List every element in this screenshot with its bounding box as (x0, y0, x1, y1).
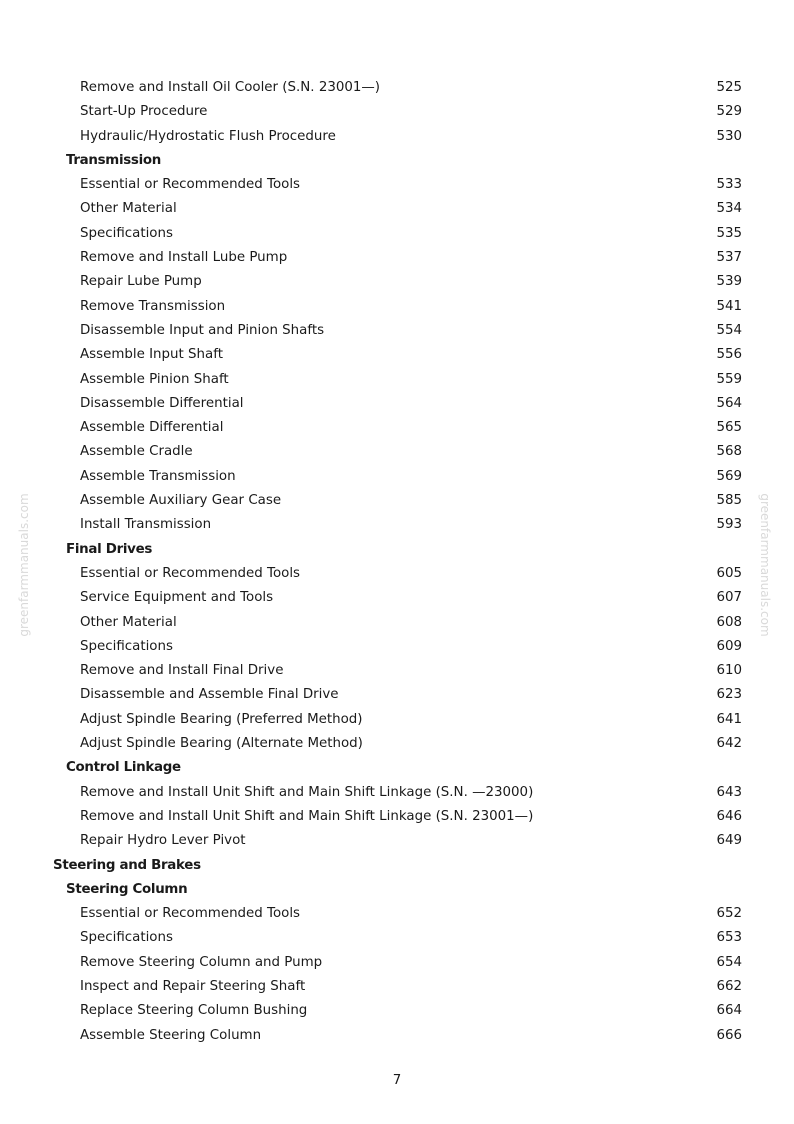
toc-entry-title: Remove and Install Oil Cooler (S.N. 23001—) (80, 80, 381, 95)
toc-entry-page: 646 (716, 808, 742, 824)
toc-entry-title: Specifications (80, 225, 173, 241)
toc-entry-page: 530 (716, 128, 742, 144)
toc-section-heading (0, 854, 794, 878)
toc-entry[interactable] (0, 732, 794, 756)
toc-entry[interactable] (0, 416, 794, 440)
toc-entry-title: Specifications (80, 930, 173, 946)
toc-entry-page: 554 (716, 322, 742, 338)
toc-entry[interactable] (0, 197, 794, 221)
toc-entry-title: Remove and Install Unit Shift and Main Shift Linkage (S.N. —23000) (80, 784, 534, 800)
toc-entry[interactable] (0, 708, 794, 732)
toc-entry-title: Transmission (66, 152, 162, 168)
toc-entry-page: 556 (716, 347, 742, 363)
toc-section-heading (0, 878, 794, 902)
toc-entry[interactable] (0, 562, 794, 586)
toc-entry-title: Other Material (80, 614, 177, 630)
toc-entry-page: 541 (716, 298, 742, 314)
toc-entry-title: Assemble Input Shaft (80, 347, 223, 363)
toc-entry-title: Adjust Spindle Bearing (Preferred Method) (80, 711, 363, 727)
toc-entry[interactable] (0, 222, 794, 246)
toc-entry[interactable] (0, 173, 794, 197)
toc-entry-title: Assemble Auxiliary Gear Case (80, 493, 282, 509)
toc-entry-title: Disassemble Differential (80, 395, 244, 411)
toc-entry-title: Specifications (80, 638, 173, 654)
toc-entry-title: Install Transmission (80, 517, 212, 533)
toc-entry-title: Assemble Pinion Shaft (80, 371, 229, 387)
toc-entry-title: Replace Steering Column Bushing (80, 1003, 308, 1019)
toc-entry[interactable] (0, 392, 794, 416)
toc-entry-page: 641 (716, 711, 742, 727)
toc-entry-page: 565 (716, 420, 742, 436)
toc-entry[interactable] (0, 440, 794, 464)
table-of-contents (0, 76, 794, 1048)
toc-entry[interactable] (0, 586, 794, 610)
toc-entry-title: Service Equipment and Tools (80, 590, 274, 606)
toc-entry[interactable] (0, 465, 794, 489)
toc-entry-title: Disassemble Input and Pinion Shafts (80, 322, 325, 338)
toc-entry[interactable] (0, 781, 794, 805)
toc-entry-page: 529 (716, 104, 742, 120)
toc-entry-title: Assemble Transmission (80, 468, 236, 484)
toc-entry-title: Essential or Recommended Tools (80, 906, 301, 922)
toc-entry-title: Remove and Install Lube Pump (80, 250, 288, 266)
watermark-right: greenfarmmanuals.com (758, 493, 772, 637)
toc-entry-title: Remove Steering Column and Pump (80, 954, 323, 970)
toc-entry-page: 585 (716, 493, 742, 509)
toc-entry-title: Remove Transmission (80, 298, 226, 314)
toc-entry-title: Steering and Brakes (53, 857, 201, 873)
toc-entry-page: 623 (716, 687, 742, 703)
toc-entry[interactable] (0, 319, 794, 343)
toc-entry-title: Assemble Differential (80, 420, 224, 436)
toc-entry-title: Control Linkage (66, 760, 181, 776)
toc-entry-page: 654 (716, 954, 742, 970)
toc-entry[interactable] (0, 513, 794, 537)
watermark-left: greenfarmmanuals.com (17, 493, 31, 637)
toc-entry-page: 649 (716, 833, 742, 849)
toc-entry[interactable] (0, 100, 794, 124)
toc-entry-page: 533 (716, 177, 742, 193)
toc-entry-page: 662 (716, 978, 742, 994)
toc-entry-title: Remove and Install Final Drive (80, 663, 284, 679)
toc-entry[interactable] (0, 999, 794, 1023)
toc-entry-title: Repair Lube Pump (80, 274, 202, 290)
toc-entry[interactable] (0, 1024, 794, 1048)
toc-entry-title: Inspect and Repair Steering Shaft (80, 978, 306, 994)
toc-entry-page: 609 (716, 638, 742, 654)
toc-entry-title: Start-Up Procedure (80, 104, 208, 120)
toc-entry[interactable] (0, 246, 794, 270)
toc-entry[interactable] (0, 975, 794, 999)
toc-entry[interactable] (0, 951, 794, 975)
toc-section-heading (0, 538, 794, 562)
toc-entry[interactable] (0, 489, 794, 513)
toc-entry[interactable] (0, 125, 794, 149)
toc-entry-title: Assemble Steering Column (80, 1027, 262, 1043)
toc-entry[interactable] (0, 659, 794, 683)
toc-entry-page: 537 (716, 250, 742, 266)
toc-entry-page: 666 (716, 1027, 742, 1043)
toc-entry[interactable] (0, 926, 794, 950)
page-number: 7 (392, 1073, 402, 1088)
toc-entry-page: 534 (716, 201, 742, 217)
toc-entry-title: Adjust Spindle Bearing (Alternate Method) (80, 736, 363, 752)
toc-entry-page: 608 (716, 614, 742, 630)
toc-entry-title: Hydraulic/Hydrostatic Flush Procedure (80, 128, 336, 144)
toc-entry-page: 664 (716, 1003, 742, 1019)
toc-entry-page: 559 (716, 371, 742, 387)
toc-entry-page: 607 (716, 590, 742, 606)
toc-entry-title: Essential or Recommended Tools (80, 177, 301, 193)
toc-entry-page: 643 (716, 784, 742, 800)
toc-entry-page: 535 (716, 225, 742, 241)
toc-entry-page: 539 (716, 274, 742, 290)
toc-entry-title: Repair Hydro Lever Pivot (80, 833, 246, 849)
toc-entry[interactable] (0, 805, 794, 829)
toc-entry[interactable] (0, 635, 794, 659)
toc-entry-page: 593 (716, 517, 742, 533)
toc-entry-title: Disassemble and Assemble Final Drive (80, 687, 339, 703)
toc-entry[interactable] (0, 343, 794, 367)
toc-entry-page: 569 (716, 468, 742, 484)
toc-entry-title: Steering Column (66, 881, 188, 897)
toc-entry-title: Final Drives (66, 541, 153, 557)
toc-entry-title: Essential or Recommended Tools (80, 565, 301, 581)
toc-entry-page: 564 (716, 395, 742, 411)
toc-entry[interactable] (0, 829, 794, 853)
toc-entry-page: 652 (716, 906, 742, 922)
toc-entry-page: 525 (716, 80, 742, 95)
toc-entry[interactable] (0, 76, 794, 100)
toc-entry[interactable] (0, 270, 794, 294)
toc-entry-page: 568 (716, 444, 742, 460)
toc-entry-page: 605 (716, 565, 742, 581)
toc-entry-title: Assemble Cradle (80, 444, 193, 460)
toc-entry-page: 653 (716, 930, 742, 946)
toc-entry-title: Other Material (80, 201, 177, 217)
toc-section-heading (0, 149, 794, 173)
toc-entry[interactable] (0, 683, 794, 707)
toc-entry-title: Remove and Install Unit Shift and Main Shift Linkage (S.N. 23001—) (80, 808, 534, 824)
toc-entry[interactable] (0, 611, 794, 635)
toc-entry[interactable] (0, 295, 794, 319)
toc-entry[interactable] (0, 368, 794, 392)
toc-entry-page: 610 (716, 663, 742, 679)
toc-entry[interactable] (0, 902, 794, 926)
toc-section-heading (0, 756, 794, 780)
toc-entry-page: 642 (716, 736, 742, 752)
